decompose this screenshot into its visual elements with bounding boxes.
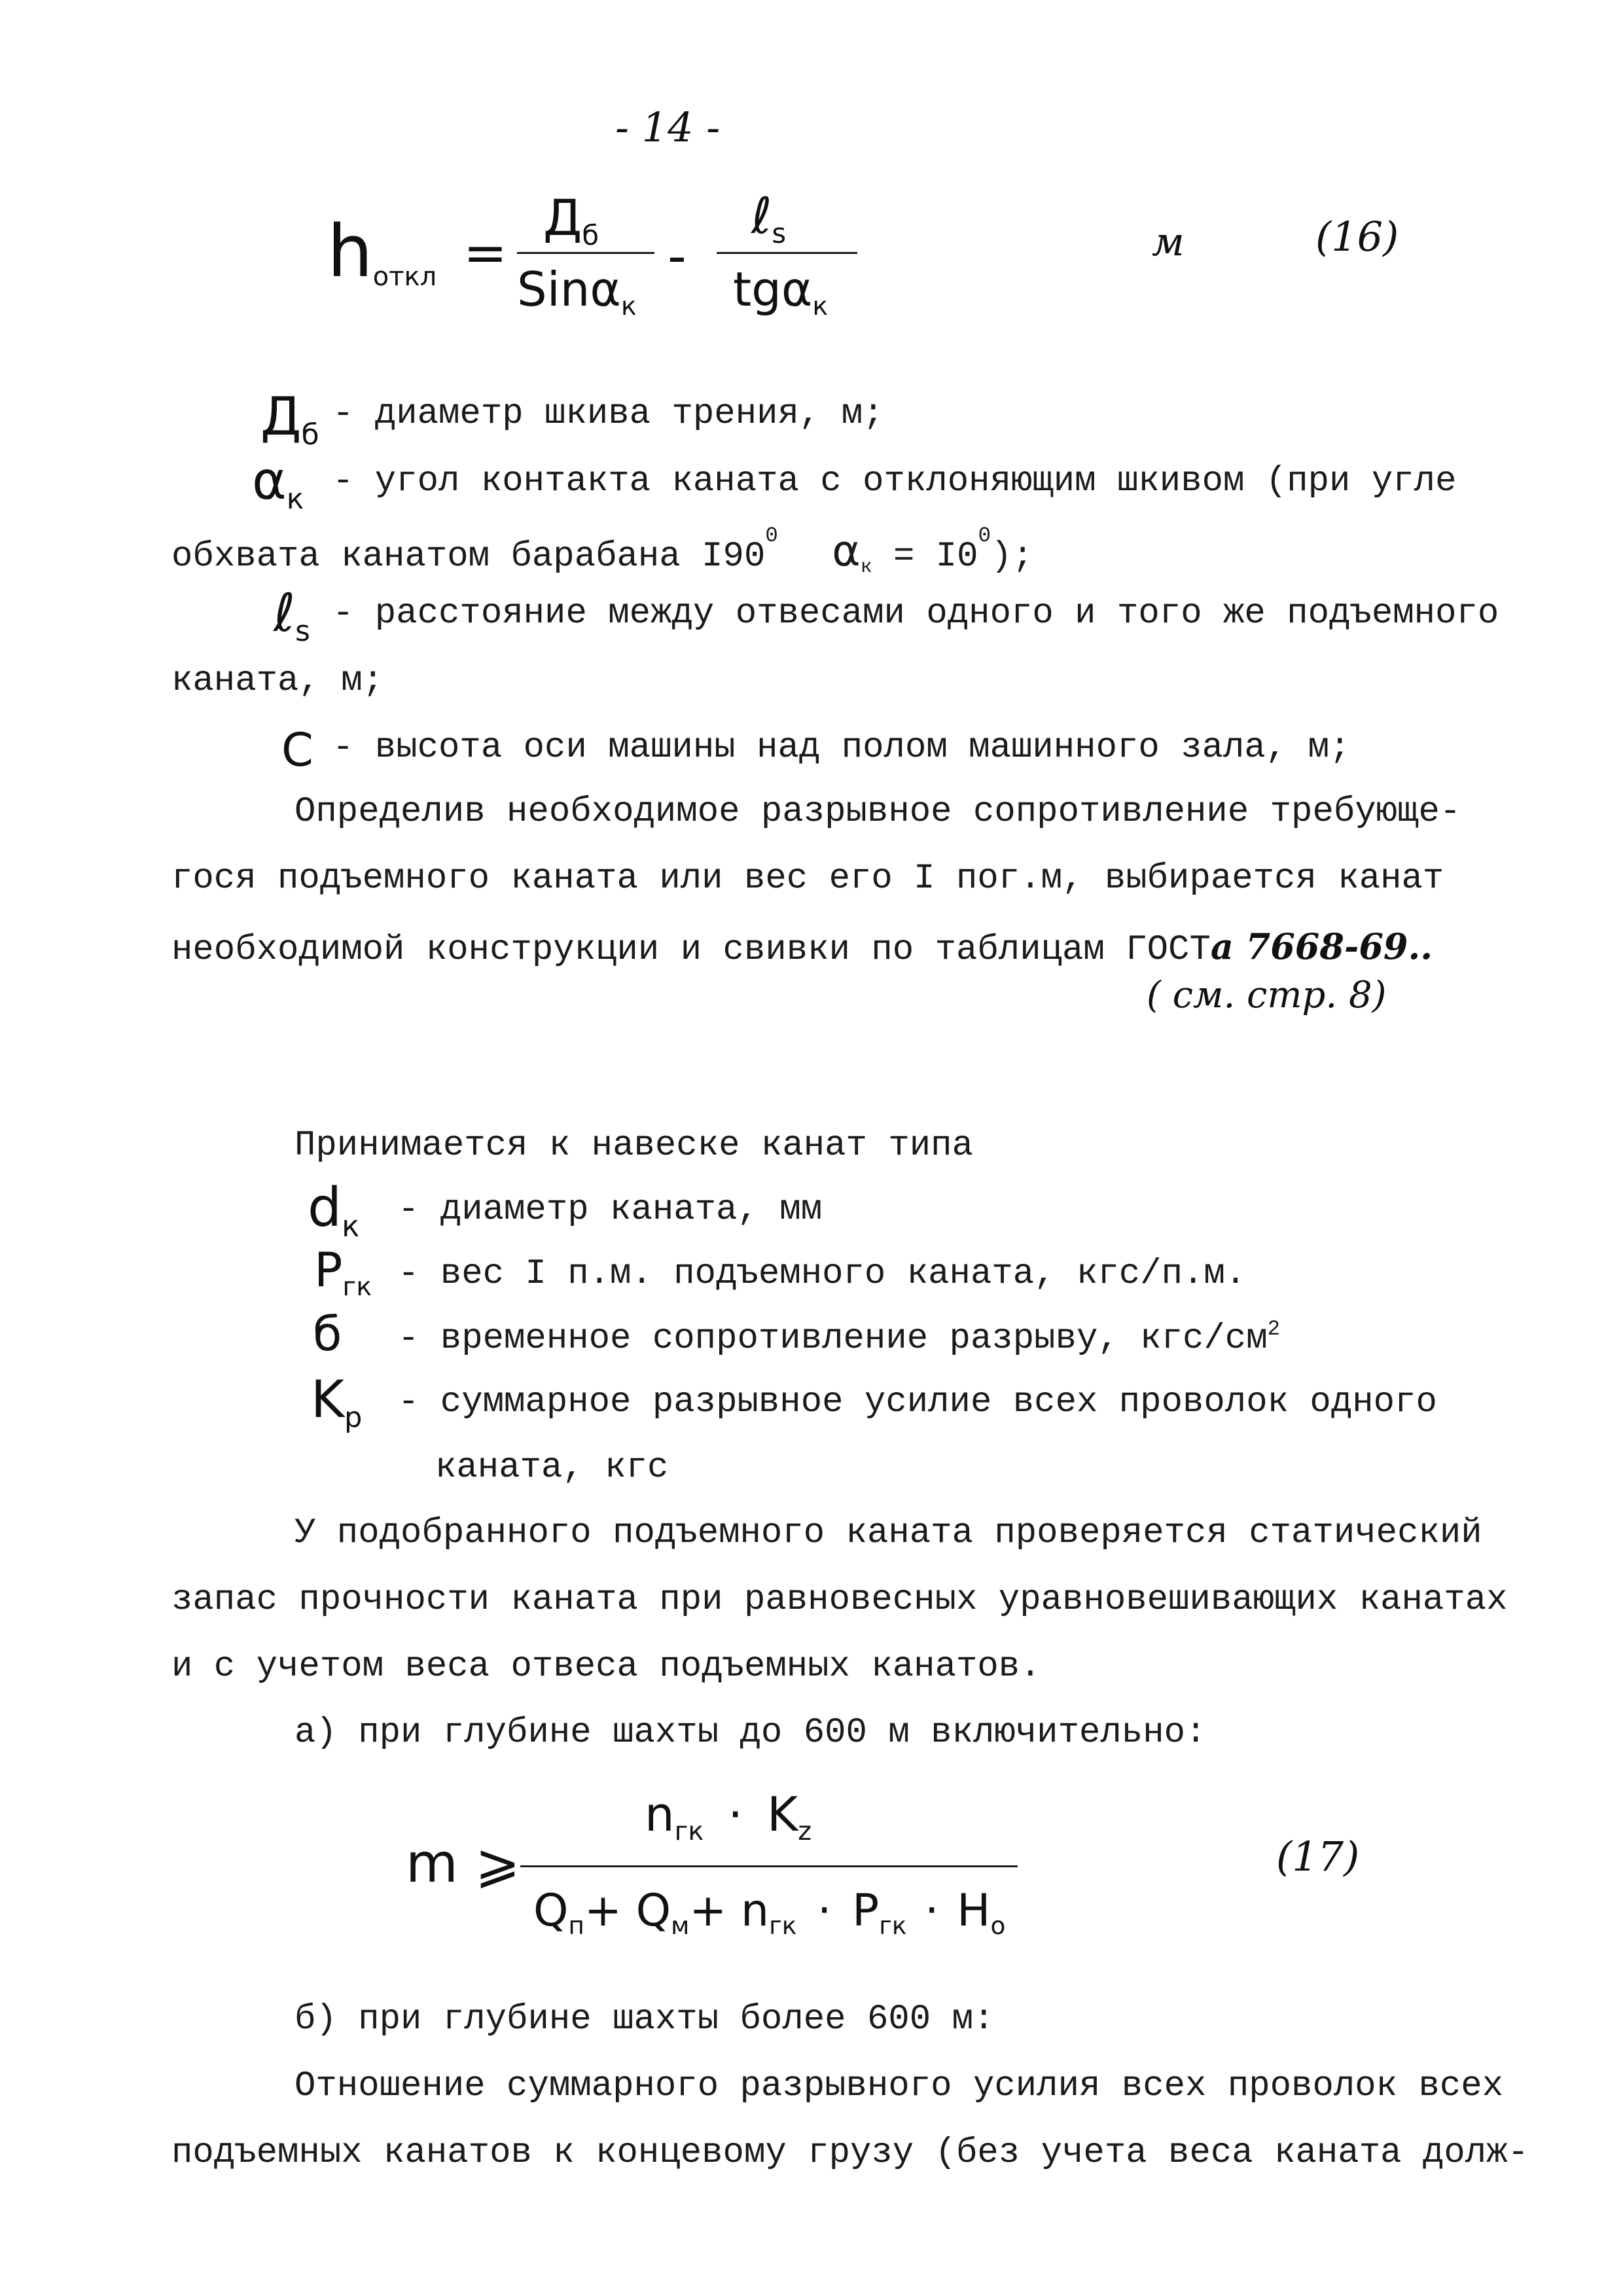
page-number: - 14 -: [615, 103, 721, 151]
para2-line3: и с учетом веса отвеса подъемных канатов.: [171, 1647, 1041, 1687]
para1-handwritten-note: ( см. стр. 8): [1147, 974, 1387, 1016]
formula16-frac1-den: Sinα$_к$: [517, 262, 637, 321]
formula16-unit: м: [1152, 219, 1185, 265]
formula16-tag: (16): [1315, 213, 1399, 260]
para1-line1: Определив необходимое разрывное сопротивление требующе-: [294, 792, 1461, 832]
rope-text-sigma: - временное сопротивление разрыву, кгс/$см^2$: [398, 1316, 1281, 1359]
def-text-alpha: - угол контакта каната с отклоняющим шкивом (при угле: [332, 461, 1457, 501]
para1-line2: гося подъемного каната или вес его І пог.м, выбирается канат: [171, 859, 1444, 899]
rope-symbol-sigma: б: [313, 1306, 342, 1361]
para3-line1: Отношение суммарного разрывного усилия всех проволок всех: [294, 2066, 1504, 2106]
rope-intro: Принимается к навеске канат типа: [294, 1126, 973, 1166]
formula16-minus: -: [668, 226, 687, 287]
def-text-ls: - расстояние между отвесами одного и того же подъемного: [332, 594, 1499, 634]
formula17-lhs: m ⩾: [406, 1833, 520, 1895]
rope-symbol-dk: $d_к$: [308, 1177, 360, 1244]
formula17-denominator: $Q_п+ Q_м+ n_{гк} \cdot P_{гк} \cdot H_о$: [533, 1885, 1006, 1941]
def-text-c: - высота оси машины над полом машинного зала, м;: [332, 728, 1351, 768]
rope-kp-continuation: каната, кгс: [435, 1448, 669, 1488]
para3-line2: подъемных канатов к концевому грузу (без учета веса каната долж-: [171, 2133, 1529, 2173]
para2-line1: У подобранного подъемного каната проверяется статический: [294, 1513, 1482, 1553]
rope-symbol-pgk: $P_{гк}$: [314, 1242, 372, 1302]
formula16-frac2-den: tgα$_к$: [733, 262, 829, 321]
def-symbol-alpha: $\alpha_к$: [252, 450, 304, 516]
para1-line3: необходимой конструкции и свивки по таблицам ГОСТа 7668-69..: [171, 925, 1433, 970]
rope-symbol-kp: $K_р$: [311, 1371, 363, 1434]
formula16-eq: =: [463, 223, 508, 283]
formula17-fraction-line: [520, 1865, 1018, 1867]
formula16-frac1-line: [517, 252, 654, 254]
formula16-frac1-num: $Д_б$: [543, 188, 599, 251]
def-alpha-continuation: обхвата канатом барабана $І90^0$ $\alpha_к = І0^0$);: [171, 523, 1033, 579]
para2-line2: запас прочности каната при равновесных уравновешивающих канатах: [171, 1580, 1508, 1620]
rope-text-pgk: - вес І п.м. подъемного каната, кгс/п.м.: [398, 1254, 1247, 1294]
def-symbol-ls: ℓ$_s$: [274, 583, 310, 649]
formula16-frac2-line: [717, 252, 857, 254]
def-symbol-c: С: [281, 723, 313, 777]
formula17-numerator: $n_{гк} \cdot K_z$: [645, 1787, 812, 1846]
def-ls-continuation: каната, м;: [171, 661, 384, 701]
def-text-db: - диаметр шкива трения, м;: [332, 394, 884, 434]
case-a: а) при глубине шахты до 600 м включительно:: [294, 1713, 1207, 1753]
rope-text-kp: - суммарное разрывное усилие всех проволок одного: [398, 1382, 1437, 1422]
def-symbol-db: $Д_б$: [260, 386, 319, 452]
rope-text-dk: - диаметр каната, мм: [398, 1190, 823, 1230]
formula16-frac2-num: ℓ$_s$: [751, 187, 787, 249]
formula17-tag: (17): [1276, 1833, 1360, 1880]
formula16-lhs: $h_{откл}$: [327, 209, 437, 293]
case-b: б) при глубине шахты более 600 м:: [294, 2000, 995, 2039]
